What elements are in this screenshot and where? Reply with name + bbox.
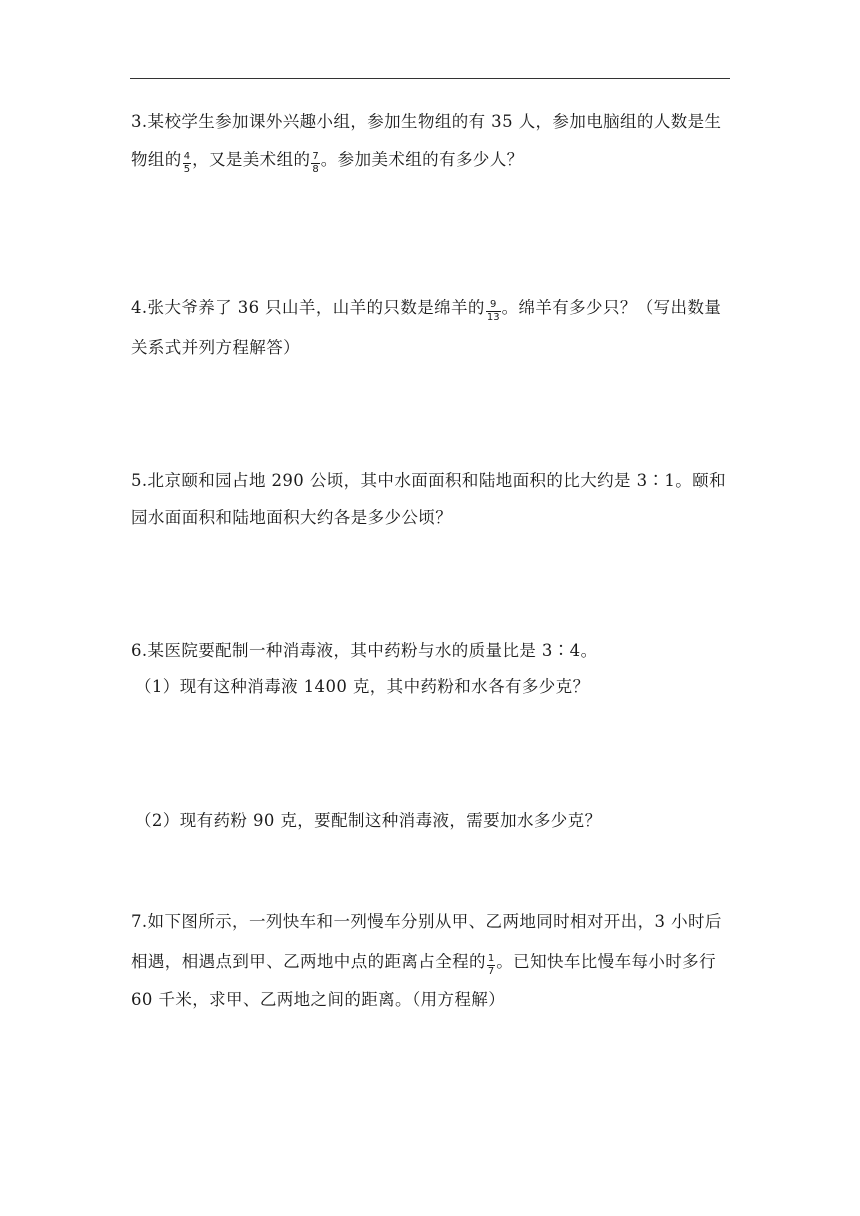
fraction-numerator: 9	[486, 300, 501, 312]
q6-line1: 6.某医院要配制一种消毒液，其中药粉与水的质量比是 3∶4。	[131, 641, 598, 660]
q4-text-b: 。绵羊有多少只？（写出数量	[501, 298, 722, 317]
fraction-numerator: 1	[487, 953, 495, 964]
q7-line2	[131, 952, 716, 977]
fraction-numerator: 4	[183, 151, 191, 162]
q7-text-b: 。已知快车比慢车每小时多行	[496, 952, 716, 971]
q6-sub1: （1）现有这种消毒液 1400 克，其中药粉和水各有多少克？	[135, 677, 590, 696]
q3-text-c: 。参加美术组的有多少人？	[320, 150, 524, 169]
fraction-denominator: 5	[183, 164, 191, 175]
fraction-denominator: 8	[312, 164, 319, 175]
q4-line1	[131, 298, 721, 323]
fraction-denominator: 13	[486, 312, 500, 323]
fraction-denominator: 7	[487, 966, 495, 977]
q3-line2	[131, 150, 524, 175]
q3-text-b: ，又是美术组的	[192, 150, 311, 169]
fraction-numerator: 7	[312, 151, 319, 162]
q3-fraction-4-5	[183, 152, 191, 175]
q7-fraction-1-7	[487, 954, 495, 977]
q3-text-a: 物组的	[131, 150, 182, 169]
q3-line1: 3.某校学生参加课外兴趣小组，参加生物组的有 35 人，参加电脑组的人数是生	[131, 112, 722, 131]
q5-line1: 5.北京颐和园占地 290 公顷，其中水面面积和陆地面积的比大约是 3∶1。颐和	[131, 471, 726, 490]
q5-line2: 园水面面积和陆地面积大约各是多少公顷？	[131, 508, 453, 527]
q4-line2: 关系式并列方程解答）	[131, 338, 300, 357]
header-rule	[130, 78, 730, 79]
q6-sub2: （2）现有药粉 90 克，要配制这种消毒液，需要加水多少克？	[135, 811, 602, 830]
q4-text-a: 4.张大爷养了 36 只山羊，山羊的只数是绵羊的	[131, 298, 485, 317]
q4-fraction-9-13	[486, 300, 501, 323]
q7-text-a: 相遇，相遇点到甲、乙两地中点的距离占全程的	[131, 952, 486, 971]
q7-line1: 7.如下图所示，一列快车和一列慢车分别从甲、乙两地同时相对开出，3 小时后	[131, 912, 722, 931]
q3-fraction-7-8	[311, 152, 319, 175]
q7-line3: 60 千米，求甲、乙两地之间的距离。（用方程解）	[131, 990, 506, 1009]
